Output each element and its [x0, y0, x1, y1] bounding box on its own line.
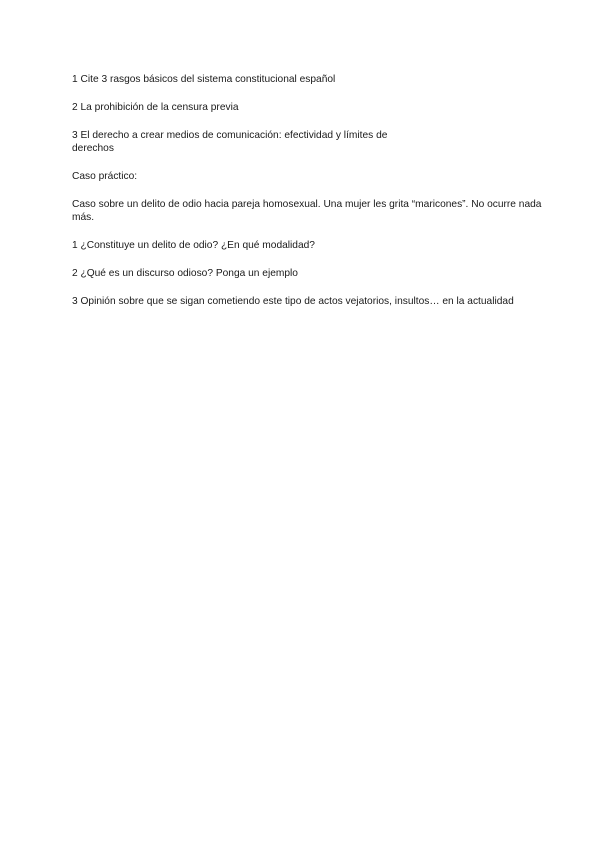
case-heading: Caso práctico:: [72, 170, 138, 182]
document-body: [72, 73, 542, 322]
case-description: Caso sobre un delito de odio hacia pareja homosexual. Una mujer les grita “maricones”. No ocurre nada más.: [72, 198, 542, 224]
theory-question-2: 2 La prohibición de la censura previa: [72, 101, 239, 113]
theory-question-3: 3 El derecho a crear medios de comunicación: efectividad y límites de derechos: [72, 129, 388, 155]
case-question-1: 1 ¿Constituye un delito de odio? ¿En qué modalidad?: [72, 240, 315, 252]
case-question-2: 2 ¿Qué es un discurso odioso? Ponga un ejemplo: [72, 267, 298, 279]
case-question-3: 3 Opinión sobre que se sigan cometiendo este tipo de actos vejatorios, insultos… en la actualidad: [72, 295, 514, 307]
theory-question-1: 1 Cite 3 rasgos básicos del sistema constitucional español: [72, 74, 336, 85]
